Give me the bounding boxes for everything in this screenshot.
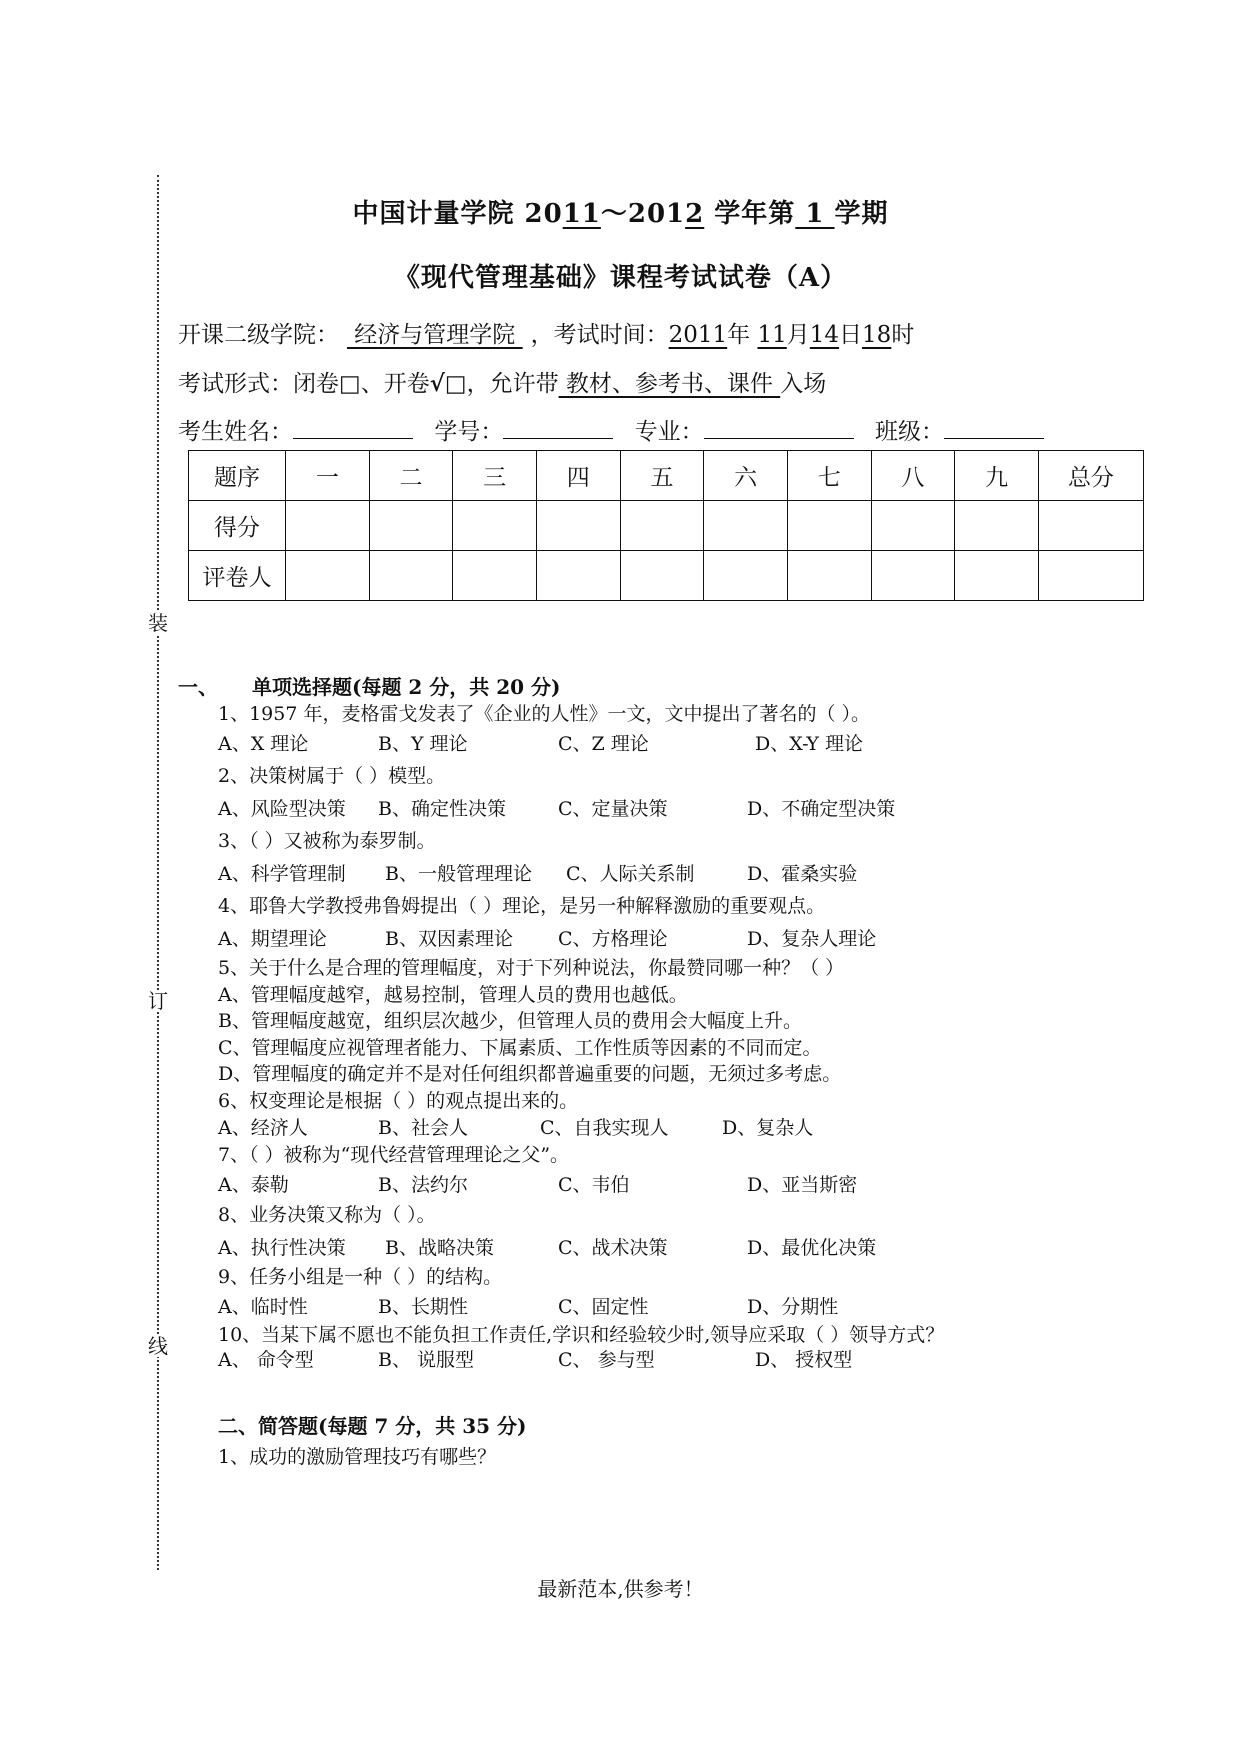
header-year-start: 11 [562,199,601,229]
score-row-label: 得分 [189,501,286,551]
exam-header-term [0,193,1241,230]
binding-char-ding: 订 [148,989,168,1013]
exam-month-unit: 月 [786,322,810,348]
grader-cell[interactable] [286,551,370,601]
option-d: D、 授权型 [755,1349,853,1371]
binding-char-zhuang: 装 [148,611,168,635]
score-header-cell: 六 [704,451,788,501]
score-header-cell: 八 [871,451,955,501]
option-d: D、X-Y 理论 [755,733,863,755]
exam-year-unit: 年 [727,322,758,348]
option-d: D、复杂人理论 [747,928,877,950]
section1-number: 一、 [178,675,218,699]
grader-row [189,551,1144,601]
question-3: 3、（ ）又被称为泰罗制。 [218,830,436,852]
option-a: A、风险型决策 [218,798,346,820]
score-cell[interactable] [536,501,620,551]
score-header-cell: 总分 [1039,451,1144,501]
grader-row-label: 评卷人 [189,551,286,601]
header-year-end: 2 [685,199,705,229]
binding-line [157,175,159,1570]
option-c: C、人际关系制 [566,863,695,885]
option-b: B、确定性决策 [378,798,506,820]
score-cell[interactable] [453,501,537,551]
exam-year: 2011 [668,322,728,348]
score-header-cell: 一 [286,451,370,501]
question-4: 4、耶鲁大学教授弗鲁姆提出（ ）理论，是另一种解释激励的重要观点。 [218,895,826,917]
option-b: B、法约尔 [378,1174,468,1196]
grader-cell[interactable] [1039,551,1144,601]
option-d: D、亚当斯密 [747,1174,858,1196]
option-d: D、复杂人 [722,1117,814,1139]
header-year-sep: ～201 [600,199,686,229]
grader-cell[interactable] [620,551,704,601]
option-d: D、管理幅度的确定并不是对任何组织都普遍重要的问题，无须过多考虑。 [218,1063,842,1085]
option-b: B、社会人 [378,1117,468,1139]
info-college-time [178,316,914,349]
exam-hour: 18 [862,322,892,348]
option-b: B、战略决策 [385,1237,494,1259]
allowed-materials: 教材、参考书、课件 [558,371,781,397]
info-exam-form [178,365,826,398]
student-name-blank[interactable] [293,416,413,439]
score-header-cell: 九 [955,451,1039,501]
option-c: C、战术决策 [558,1237,668,1259]
score-cell[interactable] [369,501,453,551]
exam-day: 14 [809,322,840,348]
major-label: 专业： [634,419,704,445]
option-b: B、 说服型 [378,1349,475,1371]
grader-cell[interactable] [536,551,620,601]
score-header-cell: 七 [787,451,871,501]
option-a: A、X 理论 [218,733,309,755]
score-header-cell: 题序 [189,451,286,501]
option-a: A、科学管理制 [218,863,346,885]
score-header-cell: 五 [620,451,704,501]
option-b: B、管理幅度越宽，组织层次越少，但管理人员的费用会大幅度上升。 [218,1010,802,1032]
question-2: 2、决策树属于（ ）模型。 [218,765,446,787]
score-cell[interactable] [620,501,704,551]
info-student [178,413,1044,446]
grader-cell[interactable] [704,551,788,601]
open-book-check-icon: √ [429,370,445,397]
option-b: B、长期性 [378,1296,468,1318]
header-term-number: 1 [795,199,835,229]
option-a: A、管理幅度越窄，越易控制，管理人员的费用也越低。 [218,984,688,1006]
footer-note: 最新范本,供参考！ [537,1577,704,1601]
score-header-cell: 二 [369,451,453,501]
college-value: 经济与管理学院 [347,322,523,348]
option-d: D、最优化决策 [747,1237,877,1259]
option-a: A、期望理论 [218,928,327,950]
grader-cell[interactable] [787,551,871,601]
grader-cell[interactable] [871,551,955,601]
grader-cell[interactable] [955,551,1039,601]
student-name-label: 考生姓名： [178,419,293,445]
class-label: 班级： [874,419,944,445]
question-1: 1、1957 年，麦格雷戈发表了《企业的人性》一文，文中提出了著名的（ ）。 [218,703,871,725]
score-header-cell: 四 [536,451,620,501]
exam-title: 《现代管理基础》课程考试试卷（A） [393,263,848,293]
score-cell[interactable] [787,501,871,551]
score-cell[interactable] [286,501,370,551]
college-label: 开课二级学院： [178,322,339,348]
question-9: 9、任务小组是一种（ ）的结构。 [218,1266,503,1288]
option-c: C、 参与型 [558,1349,655,1371]
question-6: 6、权变理论是根据（ ）的观点提出来的。 [218,1090,579,1112]
score-header-cell: 三 [453,451,537,501]
score-cell[interactable] [955,501,1039,551]
option-c: C、固定性 [558,1296,649,1318]
header-term-label: 学期 [834,199,889,229]
section2-title: 二、简答题(每题 7 分，共 35 分) [218,1414,527,1438]
score-table [188,450,1144,601]
option-a: A、泰勒 [218,1174,289,1196]
class-blank[interactable] [944,416,1044,439]
option-c: C、定量决策 [558,798,668,820]
option-c: C、Z 理论 [558,733,649,755]
major-blank[interactable] [704,416,854,439]
score-cell[interactable] [871,501,955,551]
score-cell[interactable] [1039,501,1144,551]
enter-label: 入场 [780,371,827,397]
question-10: 10、当某下属不愿也不能负担工作责任,学识和经验较少时,领导应采取（ ）领导方式？ [218,1324,945,1346]
student-id-blank[interactable] [503,416,613,439]
option-b: B、Y 理论 [378,733,468,755]
score-row [189,501,1144,551]
grader-cell[interactable] [453,551,537,601]
option-a: A、 命令型 [218,1349,314,1371]
short-answer-question-1: 1、成功的激励管理技巧有哪些？ [218,1446,497,1468]
option-d: D、不确定型决策 [747,798,896,820]
option-a: A、执行性决策 [218,1237,346,1259]
option-c: C、管理幅度应视管理者能力、下属素质、工作性质等因素的不同而定。 [218,1037,822,1059]
exam-month: 11 [757,322,787,348]
section1-title: 单项选择题(每题 2 分，共 20 分) [252,675,561,699]
option-c: C、方格理论 [558,928,668,950]
exam-form-label: 考试形式：闭卷□、开卷 [178,371,430,397]
header-school: 中国计量学院 20 [352,199,563,229]
exam-time-label: ，考试时间： [530,322,669,348]
question-7: 7、（ ）被称为“现代经营管理理论之父”。 [218,1144,570,1166]
binding-char-xian: 线 [148,1334,168,1358]
option-b: B、一般管理理论 [385,863,532,885]
header-year-label: 学年第 [704,199,796,229]
option-a: A、经济人 [218,1117,308,1139]
score-cell[interactable] [704,501,788,551]
option-c: C、自我实现人 [540,1117,669,1139]
option-d: D、霍桑实验 [747,863,858,885]
exam-hour-unit: 时 [891,322,915,348]
grader-cell[interactable] [369,551,453,601]
exam-day-unit: 日 [839,322,863,348]
option-a: A、临时性 [218,1296,308,1318]
option-c: C、韦伯 [558,1174,630,1196]
option-d: D、分期性 [747,1296,839,1318]
student-id-label: 学号： [434,419,504,445]
question-5: 5、关于什么是合理的管理幅度，对于下列种说法，你最赞同哪一种？（ ） [218,957,845,979]
question-8: 8、业务决策又称为（ ）。 [218,1204,436,1226]
score-table-header-row [189,451,1144,501]
exam-form-rest: □，允许带 [444,371,559,397]
option-b: B、双因素理论 [385,928,513,950]
